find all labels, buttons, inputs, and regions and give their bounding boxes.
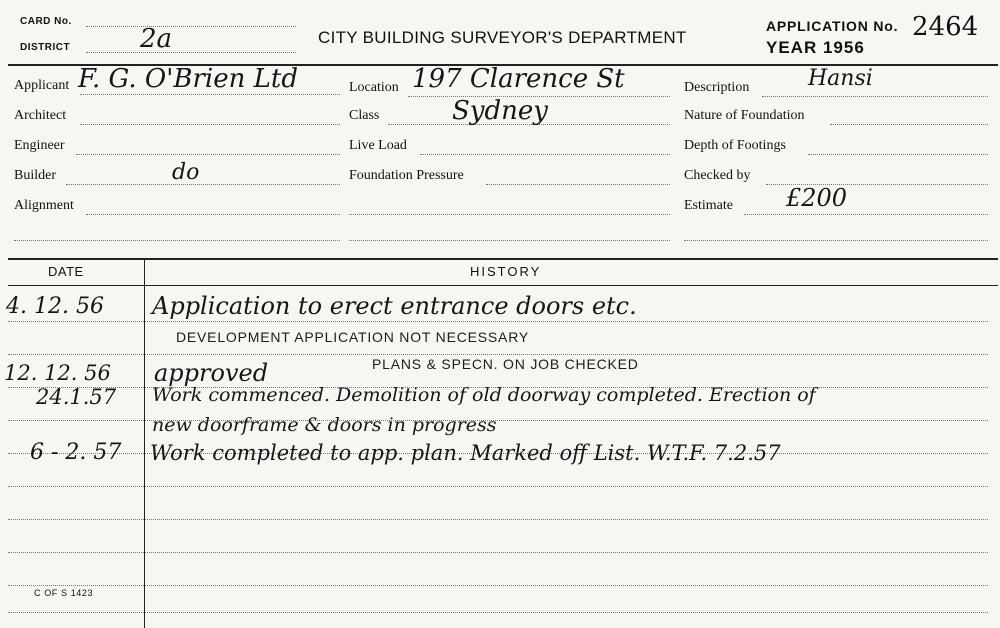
ruled-line <box>8 585 988 586</box>
estimate-value: £200 <box>786 184 848 212</box>
district-value: 2a <box>140 24 173 54</box>
middle-extra-line-1 <box>349 214 670 215</box>
history-entry: Work completed to app. plan. Marked off List. W.T.F. 7.2.57 <box>150 441 781 465</box>
architect-line <box>80 124 340 125</box>
year-label: YEAR 1956 <box>766 38 865 57</box>
date-header: DATE <box>48 264 84 279</box>
description-line <box>762 96 988 97</box>
history-date: 4. 12. 56 <box>6 294 104 319</box>
date-column-divider <box>144 259 145 628</box>
nature-of-foundation-label: Nature of Foundation <box>684 108 805 123</box>
history-date: 12. 12. 56 <box>4 361 111 385</box>
middle-extra-line-2 <box>349 240 670 241</box>
foundation-pressure-label: Foundation Pressure <box>349 168 464 183</box>
form-code: C OF S 1423 <box>34 588 94 598</box>
ruled-line <box>8 486 988 487</box>
history-header: HISTORY <box>470 264 542 279</box>
history-date: 6 - 2. 57 <box>30 440 122 465</box>
card-no-label: CARD No. <box>20 16 72 27</box>
card-no-line <box>86 26 296 27</box>
history-stamp: PLANS & SPECN. ON JOB CHECKED <box>372 356 639 372</box>
depth-of-footings-line <box>808 154 988 155</box>
history-entry: Application to erect entrance doors etc. <box>152 292 637 320</box>
estimate-label: Estimate <box>684 198 733 213</box>
checked-by-label: Checked by <box>684 168 751 183</box>
ruled-line <box>8 612 988 613</box>
builder-line <box>66 184 340 185</box>
department-title: CITY BUILDING SURVEYOR'S DEPARTMENT <box>318 28 687 47</box>
location-value: 197 Clarence St <box>412 64 625 94</box>
applicant-label: Applicant <box>14 78 70 93</box>
district-line <box>86 52 296 53</box>
engineer-line <box>76 154 340 155</box>
ruled-line <box>8 519 988 520</box>
architect-label: Architect <box>14 108 67 123</box>
left-extra-line <box>14 240 340 241</box>
application-no-label: APPLICATION No. <box>766 18 899 34</box>
history-header-divider <box>8 285 998 286</box>
alignment-line <box>86 214 340 215</box>
depth-of-footings-label: Depth of Footings <box>684 138 786 153</box>
applicant-value: F. G. O'Brien Ltd <box>78 64 298 94</box>
district-label: DISTRICT <box>20 42 71 53</box>
builder-label: Builder <box>14 168 56 183</box>
live-load-line <box>420 154 670 155</box>
description-label: Description <box>684 80 750 95</box>
description-value: Hansi <box>808 66 873 91</box>
live-load-label: Live Load <box>349 138 407 153</box>
estimate-line <box>744 214 988 215</box>
history-entry: Work commenced. Demolition of old doorway completed. Erection of <box>152 384 816 406</box>
history-stamp: DEVELOPMENT APPLICATION NOT NECESSARY <box>176 329 529 345</box>
engineer-label: Engineer <box>14 138 65 153</box>
foundation-pressure-line <box>486 184 670 185</box>
right-extra-line <box>684 240 988 241</box>
alignment-label: Alignment <box>14 198 74 213</box>
ruled-line <box>8 321 988 322</box>
builder-value: do <box>172 160 200 185</box>
ruled-line <box>8 552 988 553</box>
history-date: 24.1.57 <box>36 385 117 409</box>
application-number: 2464 <box>912 12 979 42</box>
class-label: Class <box>349 108 380 123</box>
applicant-line <box>80 94 340 95</box>
ruled-line <box>8 354 988 355</box>
location-label: Location <box>349 80 399 95</box>
history-entry: approved <box>154 359 269 387</box>
location-value-2: Sydney <box>452 96 548 126</box>
history-entry: new doorframe & doors in progress <box>152 414 497 436</box>
nature-of-foundation-line <box>830 124 988 125</box>
history-top-divider <box>8 258 998 260</box>
